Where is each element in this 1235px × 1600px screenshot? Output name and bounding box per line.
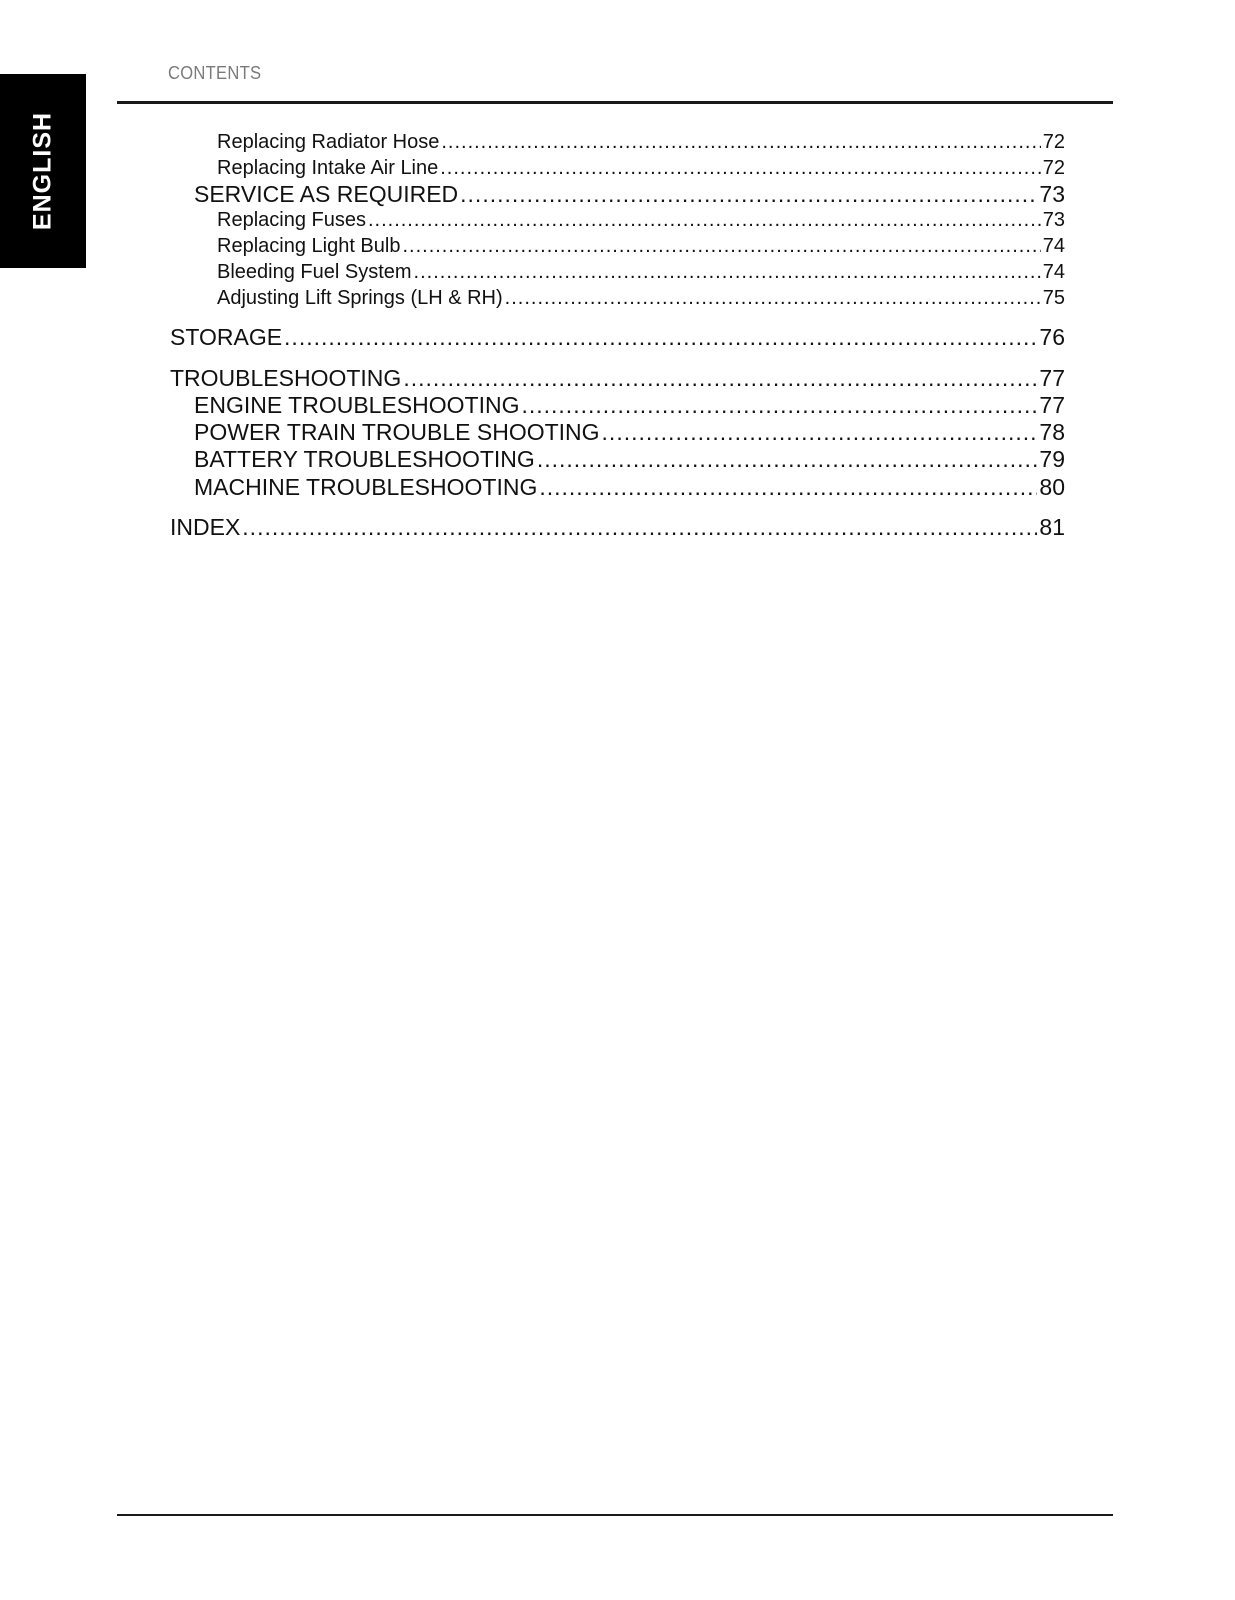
- toc-entry-replacing-radiator-hose[interactable]: [217, 131, 1065, 154]
- toc-entry-battery-troubleshooting[interactable]: [194, 446, 1065, 473]
- dot-leader: [441, 131, 1040, 154]
- dot-leader: [402, 235, 1040, 258]
- dot-leader: [539, 474, 1037, 501]
- toc-entry-storage[interactable]: [170, 324, 1065, 351]
- toc-entry-page: 73: [1039, 181, 1065, 207]
- toc-entry-title: POWER TRAIN TROUBLE SHOOTING: [194, 419, 600, 445]
- toc-entry-page: 74: [1042, 235, 1065, 257]
- toc-entry-power-train-trouble-shooting[interactable]: [194, 419, 1065, 446]
- toc-entry-page: 80: [1039, 474, 1065, 500]
- dot-leader: [242, 514, 1037, 541]
- toc-entry-page: 77: [1039, 392, 1065, 418]
- toc-entry-title: Replacing Radiator Hose: [217, 131, 440, 153]
- toc-entry-adjusting-lift-springs[interactable]: [217, 287, 1065, 310]
- toc-entry-page: 73: [1042, 209, 1065, 231]
- language-tab-label: ENGLISH: [28, 111, 57, 231]
- toc-entry-title: Adjusting Lift Springs (LH & RH): [217, 287, 503, 309]
- dot-leader: [505, 287, 1041, 310]
- running-header: CONTENTS: [168, 63, 262, 83]
- dot-leader: [403, 365, 1037, 392]
- toc-entry-page: 74: [1042, 261, 1065, 283]
- toc-entry-engine-troubleshooting[interactable]: [194, 392, 1065, 419]
- toc-entry-page: 76: [1039, 324, 1065, 350]
- toc-entry-machine-troubleshooting[interactable]: [194, 474, 1065, 501]
- toc-entry-replacing-intake-air-line[interactable]: [217, 157, 1065, 180]
- toc-entry-page: 79: [1039, 446, 1065, 472]
- toc-entry-index[interactable]: [170, 514, 1065, 541]
- dot-leader: [414, 261, 1041, 284]
- dot-leader: [521, 392, 1037, 419]
- dot-leader: [537, 446, 1038, 473]
- toc-entry-page: 81: [1039, 514, 1065, 540]
- dot-leader: [460, 181, 1037, 208]
- toc-entry-title: Replacing Light Bulb: [217, 235, 401, 257]
- toc-entry-title: STORAGE: [170, 324, 283, 350]
- toc-entry-page: 77: [1039, 365, 1065, 391]
- toc-entry-title: Replacing Intake Air Line: [217, 157, 439, 179]
- toc-entry-page: 75: [1042, 287, 1065, 309]
- dot-leader: [368, 209, 1041, 232]
- toc-entry-title: MACHINE TROUBLESHOOTING: [194, 474, 538, 500]
- toc-entry-troubleshooting[interactable]: [170, 365, 1065, 392]
- dot-leader: [284, 324, 1037, 351]
- toc-entry-page: 78: [1039, 419, 1065, 445]
- toc-entry-replacing-light-bulb[interactable]: [217, 235, 1065, 258]
- dot-leader: [602, 419, 1038, 446]
- toc-entry-service-as-required[interactable]: [194, 181, 1065, 208]
- toc-entry-page: 72: [1042, 131, 1065, 153]
- toc-entry-title: BATTERY TROUBLESHOOTING: [194, 446, 535, 472]
- dot-leader: [440, 157, 1041, 180]
- footer-rule: [117, 1514, 1113, 1516]
- toc-entry-page: 72: [1042, 157, 1065, 179]
- toc-entry-title: SERVICE AS REQUIRED: [194, 181, 459, 207]
- toc-entry-bleeding-fuel-system[interactable]: [217, 261, 1065, 284]
- toc-entry-title: Bleeding Fuel System: [217, 261, 412, 283]
- toc-entry-title: TROUBLESHOOTING: [170, 365, 402, 391]
- toc-entry-title: Replacing Fuses: [217, 209, 366, 231]
- toc-entry-title: INDEX: [170, 514, 241, 540]
- toc-entry-title: ENGINE TROUBLESHOOTING: [194, 392, 520, 418]
- toc-entry-replacing-fuses[interactable]: [217, 209, 1065, 232]
